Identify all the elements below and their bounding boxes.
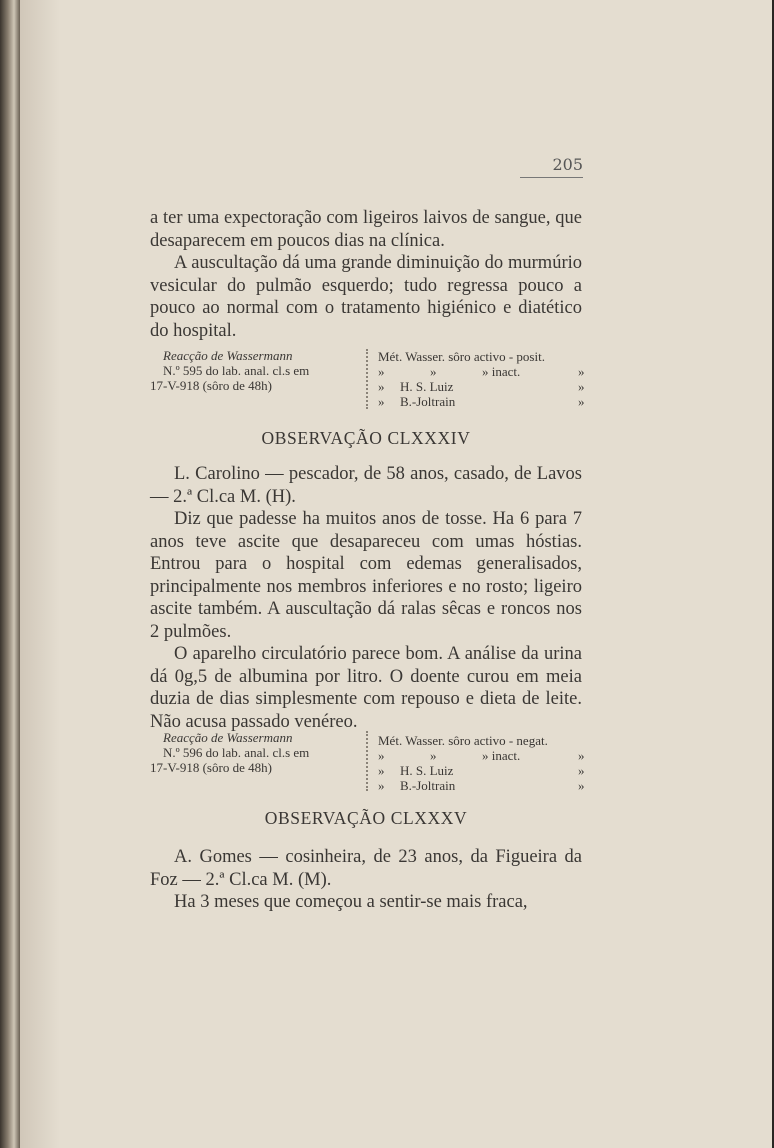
observation-heading: OBSERVAÇÃO CLXXXIV [261, 428, 471, 448]
note-line: 17-V-918 (sôro de 48h) [150, 378, 272, 393]
book-binding-edge [0, 0, 20, 1148]
page-number: 205 [520, 155, 583, 178]
result-row: » » » inact. » [378, 748, 585, 763]
note-divider [366, 731, 368, 791]
result-row: » B.-Joltrain » [378, 778, 585, 793]
result-row: » H. S. Luiz » [378, 379, 585, 394]
note-line: N.º 596 do lab. anal. cl.s em [163, 745, 310, 760]
result-row: » » » inact. » [378, 364, 585, 379]
observation-heading: OBSERVAÇÃO CLXXXV [264, 808, 468, 828]
note-title: Reacção de Wassermann [163, 348, 293, 363]
result-row: » B.-Joltrain » [378, 394, 585, 409]
note-title: Reacção de Wassermann [163, 730, 293, 745]
wassermann-results-2 [378, 733, 588, 793]
paragraph: Diz que padesse ha muitos anos de tosse. Ha 6 para 7 anos teve ascite que desapareceu com umas hóstias. Entrou para o hospital com edemas generalisados, principalmente nos membros inferiores e no rosto; ligeiro ascite também. A auscultação dá ralas sêcas e roncos nos 2 pulmões. [150, 509, 582, 642]
wassermann-results-1 [378, 349, 588, 409]
wassermann-note-label-1 [150, 348, 360, 393]
note-divider [366, 349, 368, 409]
paragraph-block-2 [150, 463, 582, 733]
paragraph: A. Gomes — cosinheira, de 23 anos, da Figueira da Foz — 2.ª Cl.ca M. (M). [150, 847, 582, 890]
note-line: N.º 595 do lab. anal. cl.s em [163, 363, 310, 378]
paragraph: A auscultação dá uma grande diminuição do murmúrio vesicular do pulmão esquerdo; tudo regressa pouco a pouco ao normal com o tratamento higiénico e diatético do hospital. [150, 253, 582, 341]
paragraph: O aparelho circulatório parece bom. A análise da urina dá 0g,5 de albumina por litro. O doente curou em meia duzia de dias simplesmente com repouso e dieta de leite. Não acusa passado venéreo. [150, 644, 582, 732]
result-row: » H. S. Luiz » [378, 763, 585, 778]
paragraph: L. Carolino — pescador, de 58 anos, casado, de Lavos — 2.ª Cl.ca M. (H). [150, 464, 582, 507]
paragraph: a ter uma expectoração com ligeiros laivos de sangue, que desaparecem em poucos dias na clínica. [150, 208, 582, 251]
wassermann-note-label-2 [150, 730, 360, 775]
paragraph: Ha 3 meses que começou a sentir-se mais fraca, [174, 892, 528, 912]
paragraph-block-1 [150, 207, 582, 342]
note-line: 17-V-918 (sôro de 48h) [150, 760, 272, 775]
result-row: Mét. Wasser. sôro activo - negat. [378, 733, 548, 748]
result-row: Mét. Wasser. sôro activo - posit. [378, 349, 545, 364]
paragraph-block-3 [150, 846, 582, 914]
